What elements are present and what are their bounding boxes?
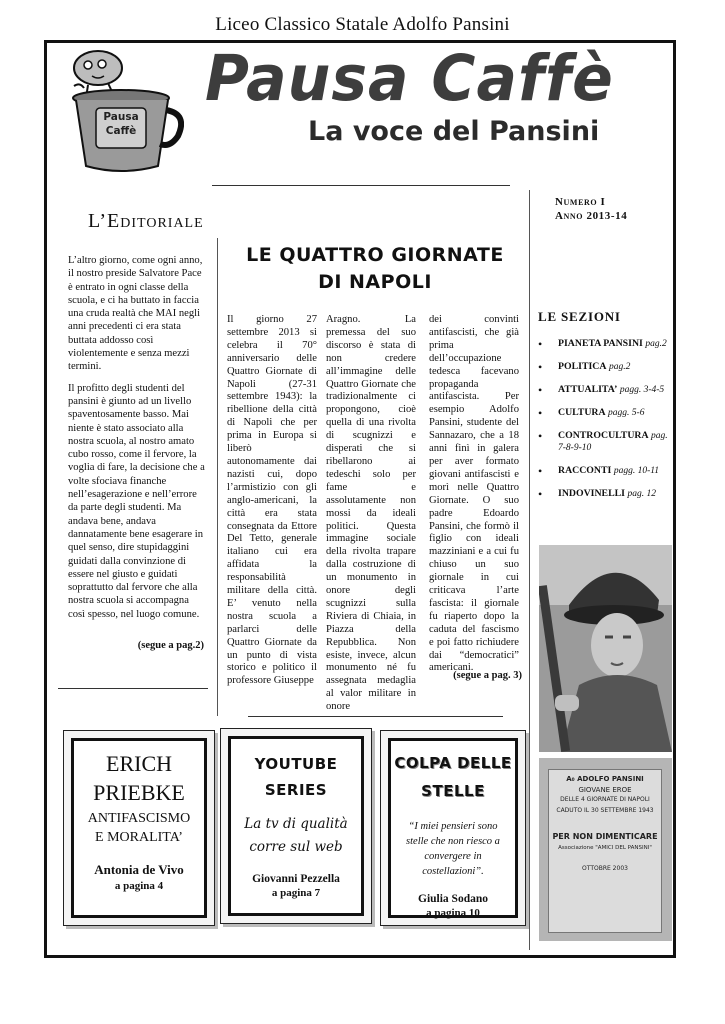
- section-pages: pagg. 10-11: [613, 466, 660, 476]
- teaser-quote: “I miei pensieri sono stelle che non riesco a convergere in costellazioni”.: [406, 821, 500, 877]
- photo-child-helmet: [539, 545, 672, 752]
- teaser-title-line: STELLE: [421, 782, 485, 800]
- column-divider: [529, 190, 530, 950]
- section-name: PIANETA PANSINI: [558, 338, 643, 349]
- section-pages: pagg. 5-6: [608, 408, 645, 418]
- article-continue-link[interactable]: (segue a pag. 3): [453, 670, 522, 681]
- logo: [66, 48, 184, 173]
- section-name: CONTROCULTURA: [558, 430, 649, 441]
- section-name: POLITICA: [558, 361, 607, 372]
- sections-list: [538, 338, 673, 511]
- teaser-subtitle-line: La tv di qualità: [244, 816, 348, 832]
- teaser-author: Antonia de Vivo: [94, 862, 184, 877]
- editorial-title: L’Editoriale: [88, 210, 204, 232]
- sections-title: LE SEZIONI: [538, 309, 621, 324]
- logo-text-line: Caffè: [105, 125, 137, 137]
- column-divider: [217, 238, 218, 716]
- teaser-box-inner: [71, 738, 207, 918]
- section-name: CULTURA: [558, 407, 606, 418]
- teaser-box-inner: [228, 736, 364, 916]
- article-headline-line: DI NAPOLI: [318, 271, 432, 293]
- teaser-page[interactable]: a pagina 7: [271, 887, 321, 899]
- article-column-2: Aragno. La premessa del suo discorso è stata di non credere all’immagine delle Quattro Giornate che tradizionalmente ci propongono, cioè quella di una rivolta di scugnizzi e disperati che si ribellarono ai tedeschi solo per fame e assolutamente non mossi da ideali politici. Questa immagine sociale della rivolta trapare dalla costruzione di un monumento in onore degli scugnizzi sulla Riviera di Chiaia, in Piazza della Repubblica. Non esiste, invece, alcun monumento né fu assegnata medaglia al valor militare in onore: [326, 314, 416, 713]
- editorial-continue-link[interactable]: (segue a pag.2): [137, 640, 204, 651]
- section-item[interactable]: [538, 488, 673, 500]
- teaser-author: Giovanni Pezzella: [252, 873, 340, 885]
- section-item[interactable]: [538, 384, 673, 396]
- plaque-stone: [548, 769, 662, 933]
- section-pages: pag. 7-8-9-10: [558, 431, 668, 453]
- editorial-paragraph: Il profitto degli studenti del pansini è giunto ad un livello spaventosamente basso. Mai niente è stato associato alla nostra scuola, al nostro amato cubo rosso, come il fervore, la voglia di fare, la decisione che a volte sfociava finanche nell’esagerazione e nell’errore da parte degli studenti. Ma andava bene, andava dannatamente bene esagerare in quel senso, dire stupidaggini guidati dalla convinzione di essere nel giusto e guidati soprattutto dal fervore che alla nostra scuola si accompagna così spesso, nel luogo comune.: [68, 382, 205, 620]
- section-item[interactable]: [538, 465, 673, 477]
- teaser-box-inner: [388, 738, 518, 918]
- plaque-line: OTTOBRE 2003: [582, 864, 628, 872]
- issue-year: Anno 2013-14: [555, 210, 628, 222]
- school-name: Liceo Classico Statale Adolfo Pansini: [215, 14, 510, 35]
- memorial-plaque: [539, 758, 672, 941]
- photo-illustration: [539, 545, 672, 752]
- section-pages: pag.2: [608, 362, 631, 372]
- plaque-line: PER NON DIMENTICARE: [552, 832, 658, 842]
- issue-number: Numero I: [555, 196, 606, 208]
- teaser-title-line: SERIES: [264, 781, 328, 799]
- editorial-text: [68, 254, 208, 629]
- divider: [212, 185, 510, 186]
- plaque-line: CADUTO IL 30 SETTEMBRE 1943: [556, 806, 654, 814]
- section-name: ATTUALITA’: [558, 384, 618, 395]
- section-item[interactable]: [538, 407, 673, 419]
- section-item[interactable]: [538, 430, 673, 454]
- article-headline-line: LE QUATTRO GIORNATE: [246, 244, 504, 266]
- logo-text-line: Pausa: [103, 111, 139, 123]
- section-item[interactable]: [538, 338, 673, 350]
- teaser-subtitle-line: E MORALITA’: [95, 830, 183, 845]
- section-name: RACCONTI: [558, 465, 612, 476]
- teaser-title-line: YOUTUBE: [254, 755, 338, 773]
- issue-info: [555, 195, 627, 223]
- teaser-page[interactable]: a pagina 4: [114, 880, 164, 892]
- section-name: INDOVINELLI: [558, 488, 625, 499]
- teaser-title-line: COLPA DELLE: [394, 754, 512, 772]
- teaser-author: Giulia Sodano: [418, 893, 488, 905]
- masthead-subtitle: La voce del Pansini: [308, 116, 600, 147]
- plaque-line: A₀ ADOLFO PANSINI: [566, 775, 644, 783]
- section-pages: pagg. 3-4-5: [619, 385, 665, 395]
- plaque-line: DELLE 4 GIORNATE DI NAPOLI: [560, 796, 650, 804]
- article-column-3: dei convinti antifascisti, che già prima dell’occupazione tedesca facevano propaganda antifascista. Per esempio Adolfo Pansini, studente del Sannazaro, che a 18 anni finì in galera per aver formato giovani antifascisti e morì nelle Quattro Giornate. O suo padre Edoardo Pansini, che formò il figlio con ideali mazziniani e a cui fu chiuso un suo giornale in cui criticava l’arte fascista: il giornale fu riaperto dopo la caduta del fascismo e poi fatto richiudere dai “democratici” americani.: [429, 314, 519, 674]
- article-headline: [227, 242, 523, 296]
- teaser-title-line: PRIEBKE: [93, 780, 185, 805]
- article-column-1: Il giorno 27 settembre 2013 si celebra il 70° anniversario delle Quattro Giornate di Napoli (27-31 settembre 1943): la ribellione della città di Napoli che per prima in Europa si liberò autonomamente dai nazisti cui, dopo l’armistizio con gli anglo-americani, la città era stata consegnata da Ettore Del Tetto, generale italiano cui era affidata la responsabilità militare della città. E’ venuto nella nostra scuola a parlarci delle Quattro Giornate da un punto di vista storico e politico il professore Giuseppe: [227, 314, 317, 687]
- editorial-paragraph: L’altro giorno, come ogni anno, il nostro preside Salvatore Pace è entrato in ogni classe della scuola, e ci ha buttato in faccia una cruda realtà che MAI negli anni precedenti ci era stata buttata addosso così violentemente e senza mezzi termini.: [68, 255, 203, 373]
- teaser-subtitle-line: ANTIFASCISMO: [87, 811, 191, 826]
- teaser-title-line: ERICH: [106, 751, 172, 776]
- divider: [248, 716, 503, 717]
- teaser-box-stelle[interactable]: [380, 730, 526, 926]
- plaque-line: Associazione "AMICI DEL PANSINI": [558, 844, 652, 851]
- section-pages: pag.2: [645, 339, 667, 349]
- divider: [58, 688, 208, 689]
- section-pages: pag. 12: [627, 489, 656, 499]
- teaser-page[interactable]: a pagina 10: [426, 907, 480, 919]
- teaser-box-youtube[interactable]: [220, 728, 372, 924]
- masthead-title: Pausa Caffè: [205, 42, 614, 116]
- teaser-box-priebke[interactable]: [63, 730, 215, 926]
- plaque-line: GIOVANE EROE: [578, 785, 632, 794]
- teaser-subtitle-line: corre sul web: [249, 839, 343, 855]
- section-item[interactable]: [538, 361, 673, 373]
